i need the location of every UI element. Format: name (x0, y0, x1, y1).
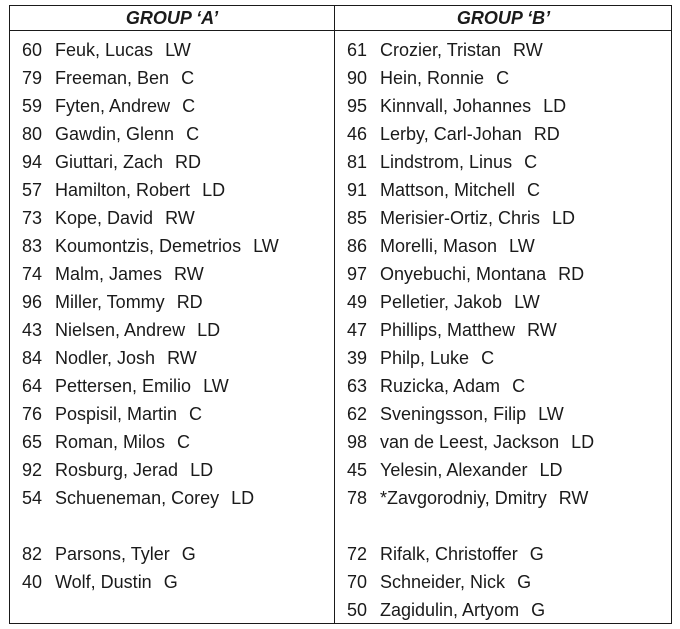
player-name: Yelesin, Alexander (380, 460, 528, 480)
player-name: Zagidulin, Artyom (380, 600, 520, 620)
player-name: Nodler, Josh (55, 348, 156, 368)
player-number: 98 (346, 432, 367, 452)
roster-row (335, 262, 584, 286)
roster-table (9, 5, 672, 624)
player-position: RD (533, 124, 560, 144)
roster-row (335, 150, 537, 174)
player-name: Freeman, Ben (55, 68, 170, 88)
player-name: Hein, Ronnie (380, 68, 485, 88)
player-position: RW (527, 320, 557, 340)
player-name: Feuk, Lucas (55, 40, 154, 60)
player-position: C (524, 152, 538, 172)
player-name: Philp, Luke (380, 348, 470, 368)
roster-row (335, 430, 594, 454)
player-number: 91 (346, 180, 367, 200)
player-number: 80 (21, 124, 42, 144)
player-position: C (527, 180, 541, 200)
roster-row (10, 430, 190, 454)
player-number: 97 (346, 264, 367, 284)
roster-row (10, 318, 220, 342)
player-position: RW (513, 40, 543, 60)
player-name: Rosburg, Jerad (55, 460, 179, 480)
player-position: LW (538, 404, 564, 424)
player-number: 73 (21, 208, 42, 228)
player-position: LD (552, 208, 576, 228)
player-name: Kope, David (55, 208, 154, 228)
player-position: C (177, 432, 191, 452)
roster-row (335, 66, 509, 90)
roster-row (10, 570, 178, 594)
player-position: RW (174, 264, 204, 284)
player-number: 43 (21, 320, 42, 340)
player-position: LD (543, 96, 567, 116)
player-position: C (512, 376, 526, 396)
player-position: LD (202, 180, 226, 200)
roster-row (10, 402, 202, 426)
roster-row (10, 206, 195, 230)
roster-row (335, 290, 540, 314)
player-number: 72 (346, 544, 367, 564)
roster-row (10, 290, 203, 314)
player-number: 46 (346, 124, 367, 144)
player-position: G (531, 600, 546, 620)
roster-row (10, 66, 194, 90)
player-number: 59 (21, 96, 42, 116)
roster-row (335, 458, 562, 482)
player-position: LW (165, 40, 191, 60)
player-number: 65 (21, 432, 42, 452)
roster-row (335, 598, 545, 622)
player-number: 82 (21, 544, 42, 564)
player-position: G (517, 572, 532, 592)
player-number: 74 (21, 264, 42, 284)
player-position: RD (175, 152, 202, 172)
group-a-title: GROUP ‘A’ (125, 8, 219, 28)
player-name: Rifalk, Christoffer (380, 544, 518, 564)
player-name: Schneider, Nick (380, 572, 506, 592)
player-position: LW (514, 292, 540, 312)
roster-row (10, 94, 195, 118)
player-name: Crozier, Tristan (380, 40, 502, 60)
roster-row (10, 234, 279, 258)
player-position: LW (203, 376, 229, 396)
player-name: Pettersen, Emilio (55, 376, 192, 396)
player-number: 50 (346, 600, 367, 620)
player-position: LD (571, 432, 595, 452)
player-number: 92 (21, 460, 42, 480)
roster-row (335, 374, 525, 398)
player-name: Koumontzis, Demetrios (55, 236, 242, 256)
roster-row (10, 542, 196, 566)
player-position: LD (197, 320, 221, 340)
roster-row (335, 178, 540, 202)
player-position: C (496, 68, 510, 88)
player-position: G (529, 544, 544, 564)
roster-row (10, 262, 204, 286)
player-name: Phillips, Matthew (380, 320, 516, 340)
roster-row (335, 486, 588, 510)
player-position: G (163, 572, 178, 592)
player-number: 64 (21, 376, 42, 396)
player-position: RD (176, 292, 203, 312)
player-position: RD (558, 264, 585, 284)
player-name: Nielsen, Andrew (55, 320, 186, 340)
player-position: C (481, 348, 495, 368)
player-position: C (181, 68, 195, 88)
player-number: 61 (346, 40, 367, 60)
player-number: 83 (21, 236, 42, 256)
player-position: C (186, 124, 200, 144)
roster-row (10, 178, 225, 202)
player-name: *Zavgorodniy, Dmitry (380, 488, 547, 508)
player-name: Mattson, Mitchell (380, 180, 516, 200)
player-number: 39 (346, 348, 367, 368)
player-number: 47 (346, 320, 367, 340)
roster-row (335, 94, 566, 118)
player-number: 76 (21, 404, 42, 424)
player-name: Lerby, Carl-Johan (380, 124, 522, 144)
roster-row (10, 486, 254, 510)
roster-row (10, 346, 197, 370)
player-number: 79 (21, 68, 42, 88)
player-number: 84 (21, 348, 42, 368)
player-number: 60 (21, 40, 42, 60)
player-name: Miller, Tommy (55, 292, 165, 312)
player-name: Hamilton, Robert (55, 180, 191, 200)
player-number: 49 (346, 292, 367, 312)
player-position: RW (165, 208, 195, 228)
player-position: LD (539, 460, 563, 480)
player-name: Malm, James (55, 264, 163, 284)
roster-row (335, 38, 543, 62)
player-number: 95 (346, 96, 367, 116)
player-position: RW (167, 348, 197, 368)
player-position: G (181, 544, 196, 564)
player-name: Merisier-Ortiz, Chris (380, 208, 540, 228)
roster-row (335, 402, 564, 426)
player-number: 81 (346, 152, 367, 172)
player-number: 94 (21, 152, 42, 172)
roster-row (335, 542, 544, 566)
player-position: C (189, 404, 203, 424)
roster-row (335, 122, 560, 146)
player-position: LW (509, 236, 535, 256)
roster-row (335, 570, 531, 594)
player-name: Kinnvall, Johannes (380, 96, 532, 116)
player-name: Gawdin, Glenn (55, 124, 175, 144)
player-position: LD (231, 488, 255, 508)
player-name: Fyten, Andrew (55, 96, 171, 116)
roster-row (10, 122, 199, 146)
player-number: 86 (346, 236, 367, 256)
player-name: Sveningsson, Filip (380, 404, 527, 424)
player-number: 57 (21, 180, 42, 200)
player-number: 62 (346, 404, 367, 424)
roster-row (10, 458, 213, 482)
roster-row (335, 318, 557, 342)
roster-row (10, 374, 229, 398)
roster-row (335, 206, 575, 230)
player-name: van de Leest, Jackson (380, 432, 560, 452)
player-name: Schueneman, Corey (55, 488, 220, 508)
player-position: RW (558, 488, 589, 508)
player-name: Ruzicka, Adam (380, 376, 501, 396)
player-name: Pospisil, Martin (55, 404, 178, 424)
player-name: Giuttari, Zach (55, 152, 164, 172)
player-number: 54 (21, 488, 42, 508)
player-name: Parsons, Tyler (55, 544, 170, 564)
player-name: Onyebuchi, Montana (380, 264, 547, 284)
roster-row (10, 150, 201, 174)
player-number: 40 (21, 572, 42, 592)
roster-row (335, 234, 535, 258)
player-position: LD (190, 460, 214, 480)
roster-row (10, 38, 191, 62)
player-position: C (182, 96, 196, 116)
player-name: Morelli, Mason (380, 236, 498, 256)
player-number: 70 (346, 572, 367, 592)
player-number: 78 (346, 488, 367, 508)
player-number: 85 (346, 208, 367, 228)
player-position: LW (253, 236, 279, 256)
player-name: Lindstrom, Linus (380, 152, 513, 172)
player-number: 63 (346, 376, 367, 396)
roster-row (335, 346, 494, 370)
player-name: Pelletier, Jakob (380, 292, 503, 312)
player-name: Wolf, Dustin (55, 572, 152, 592)
player-number: 96 (21, 292, 42, 312)
player-number: 90 (346, 68, 367, 88)
group-b-title: GROUP ‘B’ (456, 8, 551, 28)
player-name: Roman, Milos (55, 432, 166, 452)
player-number: 45 (346, 460, 367, 480)
